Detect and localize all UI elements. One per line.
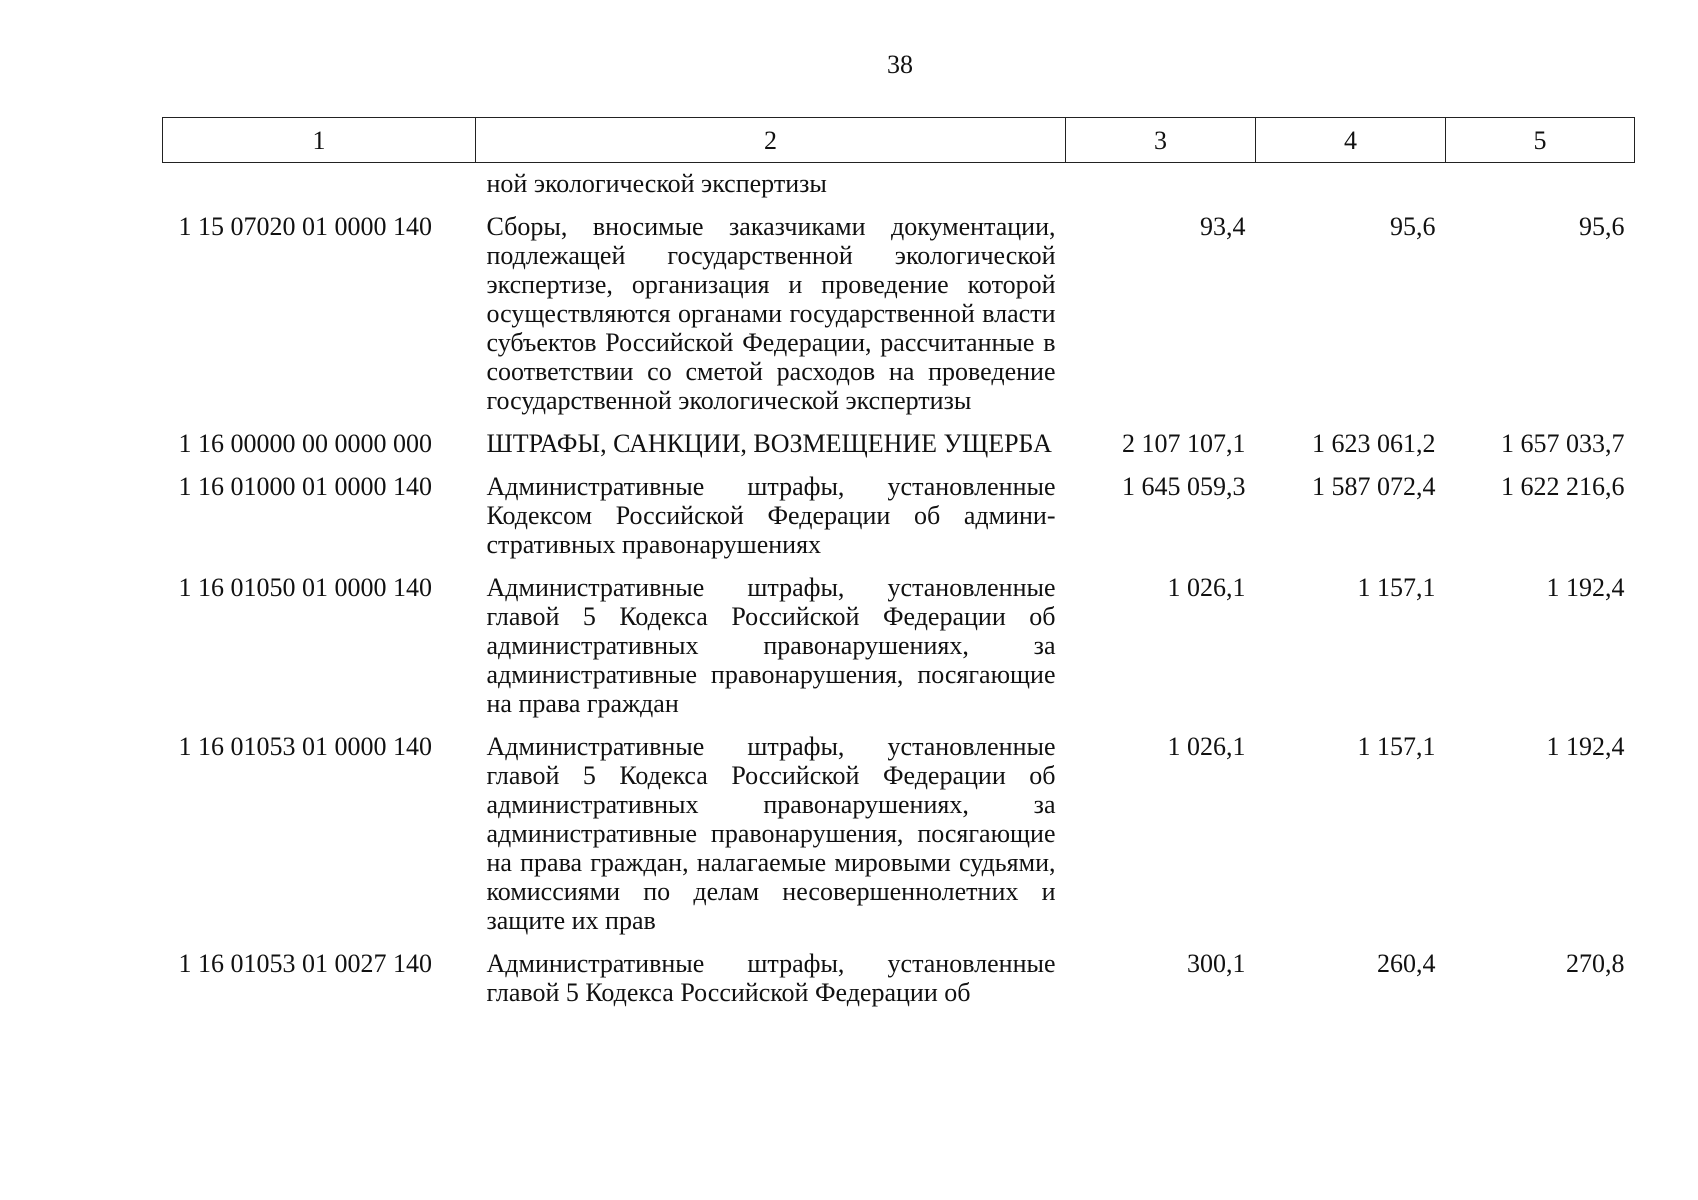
value-col-4 [1256,163,1446,199]
value-col-3: 1 645 059,3 [1122,472,1246,501]
revenue-table [162,117,1635,1007]
value-col-5: 270,8 [1566,949,1625,978]
budget-code: 1 16 01053 01 0000 140 [178,732,432,761]
column-header-1: 1 [163,118,476,163]
budget-code: 1 16 01050 01 0000 140 [178,573,432,602]
budget-code: 1 16 01053 01 0027 140 [178,949,432,978]
value-col-5: 1 622 216,6 [1501,472,1625,501]
value-col-5: 1 192,4 [1546,732,1625,761]
value-col-5: 1 657 033,7 [1501,429,1625,458]
value-col-5 [1446,163,1635,199]
value-col-3: 1 026,1 [1167,732,1246,761]
value-col-5: 95,6 [1579,212,1625,241]
page-number: 38 [887,50,913,79]
value-col-4: 1 157,1 [1357,732,1436,761]
value-col-3: 2 107 107,1 [1122,429,1246,458]
item-name: Административные штрафы, установленные Кодексом Российской Федерации об административных правонарушениях [486,472,1056,559]
budget-code: 1 16 00000 00 0000 000 [178,429,432,458]
column-header-5: 5 [1446,118,1635,163]
column-header-2: 2 [476,118,1066,163]
budget-code: 1 16 01000 01 0000 140 [178,472,432,501]
table-header-row [163,118,1635,163]
table-row [163,458,1635,559]
table-row [163,415,1635,458]
item-name: Административные штрафы, установленные главой 5 Кодекса Российской Федерации об административных правонарушениях, за административные правонарушения, посягающие на права граждан [486,573,1056,718]
value-col-3: 300,1 [1187,949,1246,978]
item-name: Административные штрафы, установленные главой 5 Кодекса Российской Федерации об [486,949,1056,1007]
value-col-4: 1 587 072,4 [1312,472,1436,501]
value-col-3: 93,4 [1200,212,1246,241]
value-col-4: 1 623 061,2 [1312,429,1436,458]
budget-code [163,163,476,199]
table-row [163,718,1635,935]
table-row [163,163,1635,199]
table-row [163,935,1635,1007]
value-col-4: 260,4 [1377,949,1436,978]
item-name: ной экологической экспертизы [486,169,827,198]
value-col-4: 1 157,1 [1357,573,1436,602]
item-name: ШТРАФЫ, САНКЦИИ, ВОЗМЕЩЕНИЕ УЩЕРБА [486,429,1052,458]
value-col-5: 1 192,4 [1546,573,1625,602]
value-col-3: 1 026,1 [1167,573,1246,602]
value-col-3 [1066,163,1256,199]
column-header-4: 4 [1256,118,1446,163]
budget-code: 1 15 07020 01 0000 140 [178,212,432,241]
item-name: Административные штрафы, установленные главой 5 Кодекса Российской Федерации об административных правонарушениях, за административные правонарушения, посягающие на права граждан, налагаемые мировыми судьями, комиссиями по делам несовершеннолетних и защите их прав [486,732,1056,935]
item-name: Сборы, вносимые заказчиками документации, подлежащей государственной экологической экспертизе, организация и проведение которой осуществляются органами государственной власти субъектов Российской Федерации, рассчитанные в соответствии со сметой расходов на проведение государственной экологической экспертизы [486,212,1056,415]
table-row [163,198,1635,415]
table-row [163,559,1635,718]
column-header-3: 3 [1066,118,1256,163]
value-col-4: 95,6 [1390,212,1436,241]
